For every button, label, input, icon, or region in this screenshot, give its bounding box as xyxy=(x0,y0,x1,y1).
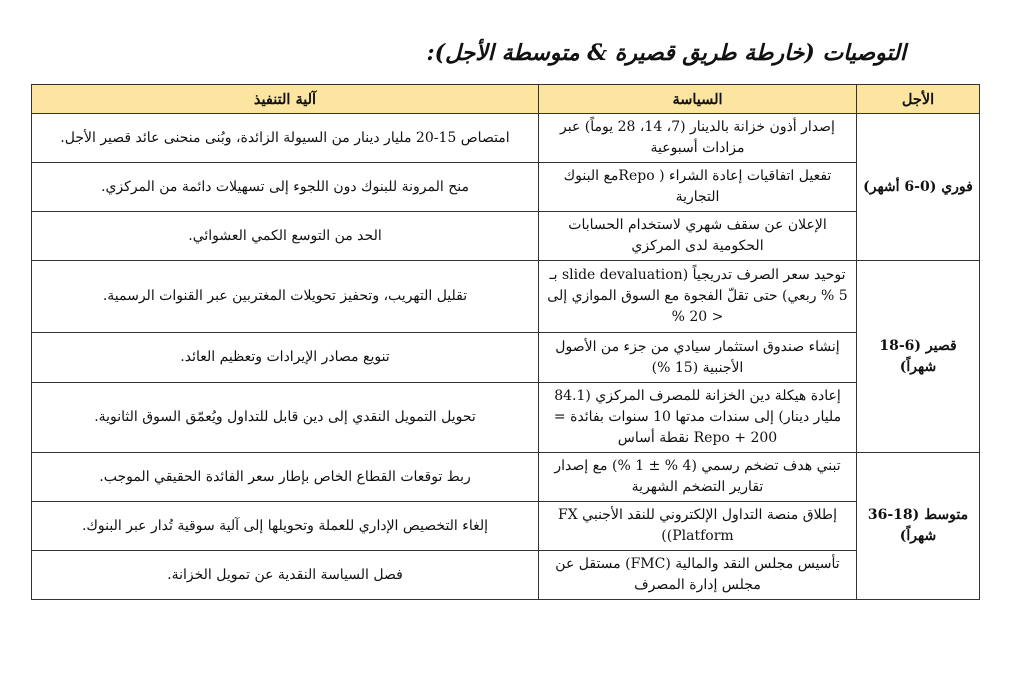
term-immediate: فوري (0-6 أشهر) xyxy=(857,114,980,261)
table-row xyxy=(32,551,980,600)
policy-cell: إطلاق منصة التداول الإلكتروني للنقد الأجنبي FX Platform)) xyxy=(539,502,857,551)
mechanism-cell: منح المرونة للبنوك دون اللجوء إلى تسهيلات دائمة من المركزي. xyxy=(32,163,539,212)
table-row xyxy=(32,502,980,551)
policy-cell: تأسيس مجلس النقد والمالية (FMC) مستقل عن مجلس إدارة المصرف xyxy=(539,551,857,600)
table-row xyxy=(32,453,980,502)
recommendations-table xyxy=(31,84,980,600)
header-mechanism: آلية التنفيذ xyxy=(32,85,539,114)
table-row xyxy=(32,333,980,383)
document-title: التوصيات (خارطة طريق قصيرة & متوسطة الأجل): xyxy=(426,40,906,66)
table-header-row xyxy=(32,85,980,114)
table-row xyxy=(32,212,980,261)
policy-cell: إنشاء صندوق استثمار سيادي من جزء من الأصول الأجنبية (15 %) xyxy=(539,333,857,383)
policy-cell: إصدار أذون خزانة بالدينار (7، 14، 28 يوماً) عبر مزادات أسبوعية xyxy=(539,114,857,163)
mechanism-cell: تقليل التهريب، وتحفيز تحويلات المغتربين عبر القنوات الرسمية. xyxy=(32,261,539,333)
mechanism-cell: إلغاء التخصيص الإداري للعملة وتحويلها إلى آلية سوقية تُدار عبر البنوك. xyxy=(32,502,539,551)
table-row xyxy=(32,383,980,453)
mechanism-cell: فصل السياسة النقدية عن تمويل الخزانة. xyxy=(32,551,539,600)
term-short: قصير (6-18 شهراً) xyxy=(857,261,980,453)
mechanism-cell: امتصاص 15-20 مليار دينار من السيولة الزائدة، وبُنى منحنى عائد قصير الأجل. xyxy=(32,114,539,163)
table-row xyxy=(32,261,980,333)
mechanism-cell: ربط توقعات القطاع الخاص بإطار سعر الفائدة الحقيقي الموجب. xyxy=(32,453,539,502)
header-term: الأجل xyxy=(857,85,980,114)
table-row xyxy=(32,163,980,212)
policy-cell: تبني هدف تضخم رسمي (4 % ± 1 %) مع إصدار تقارير التضخم الشهرية xyxy=(539,453,857,502)
mechanism-cell: تنويع مصادر الإيرادات وتعظيم العائد. xyxy=(32,333,539,383)
mechanism-cell: الحد من التوسع الكمي العشوائي. xyxy=(32,212,539,261)
mechanism-cell: تحويل التمويل النقدي إلى دين قابل للتداول ويُعمّق السوق الثانوية. xyxy=(32,383,539,453)
header-policy: السياسة xyxy=(539,85,857,114)
table-row xyxy=(32,114,980,163)
policy-cell: الإعلان عن سقف شهري لاستخدام الحسابات الحكومية لدى المركزي xyxy=(539,212,857,261)
term-medium: متوسط (18-36 شهراً) xyxy=(857,453,980,600)
policy-cell: إعادة هيكلة دين الخزانة للمصرف المركزي (84.1 مليار دينار) إلى سندات مدتها 10 سنوات بفائدة = Repo + 200 نقطة أساس xyxy=(539,383,857,453)
policy-cell: توحيد سعر الصرف تدريجياً (slide devaluation بـ 5 % ربعي) حتى تقلّ الفجوة مع السوق الموازي إلى < 20 % xyxy=(539,261,857,333)
policy-cell: تفعيل اتفاقيات إعادة الشراء ( Repoمع البنوك التجارية xyxy=(539,163,857,212)
